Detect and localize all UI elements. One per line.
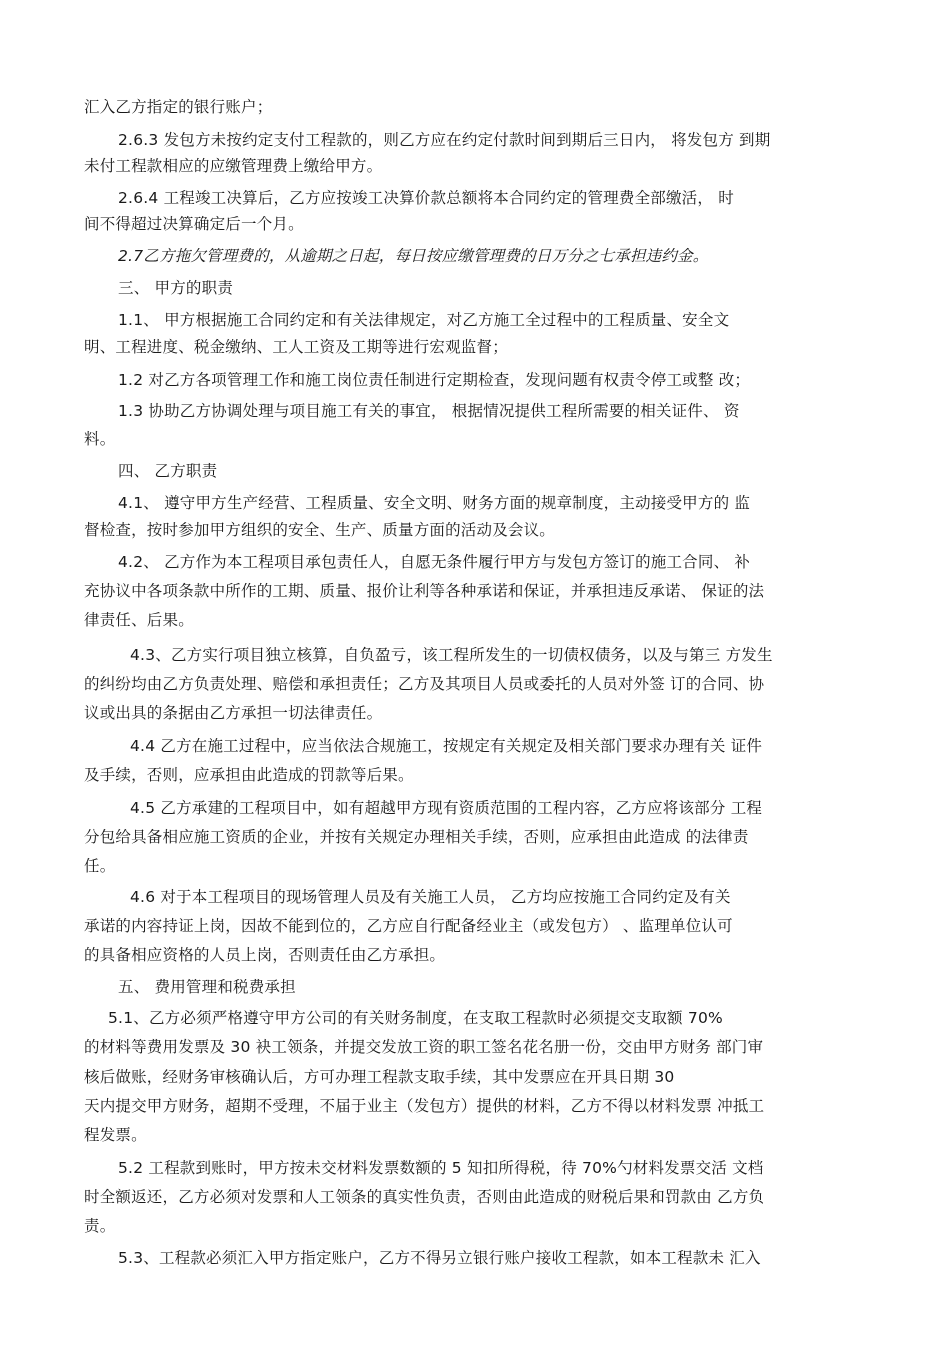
- text-line: 1.2 对乙方各项管理工作和施工岗位责任制进行定期检查，发现问题有权责令停工或整 改；: [118, 371, 751, 389]
- text-line: 未付工程款相应的应缴管理费上缴给甲方。: [84, 157, 383, 175]
- text-line: 责。: [84, 1217, 116, 1235]
- text-line: 分包给具备相应施工资质的企业，并按有关规定办理相关手续，否则，应承担由此造成 的法律责: [84, 828, 749, 846]
- text-line: 间不得超过决算确定后一个月。: [84, 215, 304, 233]
- text-line: 议或出具的条据由乙方承担一切法律责任。: [84, 704, 383, 722]
- text-line: 任。: [84, 857, 116, 875]
- text-line: 4.2、 乙方作为本工程项目承包责任人，自愿无条件履行甲方与发包方签订的施工合同、 补: [118, 553, 751, 571]
- section-heading: 五、 费用管理和税费承担: [118, 978, 296, 996]
- text-line: 5.2 工程款到账时，甲方按未交材料发票数额的 5 知扣所得税，待 70%勺材料发票交活 文档: [118, 1159, 764, 1177]
- text-line: 1.3 协助乙方协调处理与项目施工有关的事宜， 根据情况提供工程所需要的相关证件、 资: [118, 402, 740, 420]
- section-heading: 四、 乙方职责: [118, 462, 218, 480]
- text-line: 的材料等费用发票及 30 袂工领条，并提交发放工资的职工签名花名册一份，交由甲方财务 部门审: [84, 1038, 764, 1056]
- section-heading: 三、 甲方的职责: [118, 279, 234, 297]
- text-line: 承诺的内容持证上岗，因故不能到位的，乙方应自行配备经业主（或发包方） 、监理单位认可: [84, 917, 733, 935]
- text-line: 督检查，按时参加甲方组织的安全、生产、质量方面的活动及会议。: [84, 521, 556, 539]
- text-line: 2.6.4 工程竣工决算后，乙方应按竣工决算价款总额将本合同约定的管理费全部缴活， 时: [118, 189, 734, 207]
- text-line: 律责任、后果。: [84, 611, 194, 629]
- text-line: 2.7乙方拖欠管理费的，从逾期之日起，每日按应缴管理费的日万分之七承担违约金。: [118, 247, 709, 265]
- text-line: 的纠纷均由乙方负责处理、赔偿和承担责任；乙方及其项目人员或委托的人员对外签 订的合同、协: [84, 675, 765, 693]
- text-line: 4.4 乙方在施工过程中，应当依法合规施工，按规定有关规定及相关部门要求办理有关 证件: [130, 737, 763, 755]
- text-line: 2.6.3 发包方未按约定支付工程款的，则乙方应在约定付款时间到期后三日内， 将发包方 到期: [118, 131, 771, 149]
- text-line: 4.5 乙方承建的工程项目中，如有超越甲方现有资质范围的工程内容，乙方应将该部分 工程: [130, 799, 763, 817]
- text-line: 充协议中各项条款中所作的工期、质量、报价让利等各种承诺和保证，并承担违反承诺、 保证的法: [84, 582, 765, 600]
- text-line: 天内提交甲方财务，超期不受理，不届于业主（发包方）提供的材料，乙方不得以材料发票 冲抵工: [84, 1097, 765, 1115]
- text-line: 的具备相应资格的人员上岗，否则责任由乙方承担。: [84, 946, 446, 964]
- text-line: 5.3、工程款必须汇入甲方指定账户，乙方不得另立银行账户接收工程款，如本工程款未 汇入: [118, 1249, 761, 1267]
- text-line: 明、工程进度、税金缴纳、工人工资及工期等进行宏观监督；: [84, 338, 508, 356]
- text-line: 汇入乙方指定的银行账户；: [84, 98, 273, 116]
- text-line: 4.1、 遵守甲方生产经营、工程质量、安全文明、财务方面的规章制度，主动接受甲方的 监: [118, 494, 751, 512]
- text-line: 4.3、乙方实行项目独立核算，自负盈亏，该工程所发生的一切债权债务，以及与第三 方发生: [130, 646, 773, 664]
- text-line: 1.1、 甲方根据施工合同约定和有关法律规定，对乙方施工全过程中的工程质量、安全文: [118, 311, 730, 329]
- text-line: 5.1、乙方必须严格遵守甲方公司的有关财务制度，在支取工程款时必须提交支取额 70%: [108, 1009, 723, 1027]
- text-line: 料。: [84, 430, 116, 448]
- text-line: 时全额返还，乙方必须对发票和人工领条的真实性负责，否则由此造成的财税后果和罚款由 乙方负: [84, 1188, 765, 1206]
- text-line: 程发票。: [84, 1126, 147, 1144]
- text-line: 核后做账，经财务审核确认后，方可办理工程款支取手续，其中发票应在开具日期 30: [84, 1068, 675, 1086]
- text-line: 及手续，否则，应承担由此造成的罚款等后果。: [84, 766, 414, 784]
- text-line: 4.6 对于本工程项目的现场管理人员及有关施工人员， 乙方均应按施工合同约定及有关: [130, 888, 731, 906]
